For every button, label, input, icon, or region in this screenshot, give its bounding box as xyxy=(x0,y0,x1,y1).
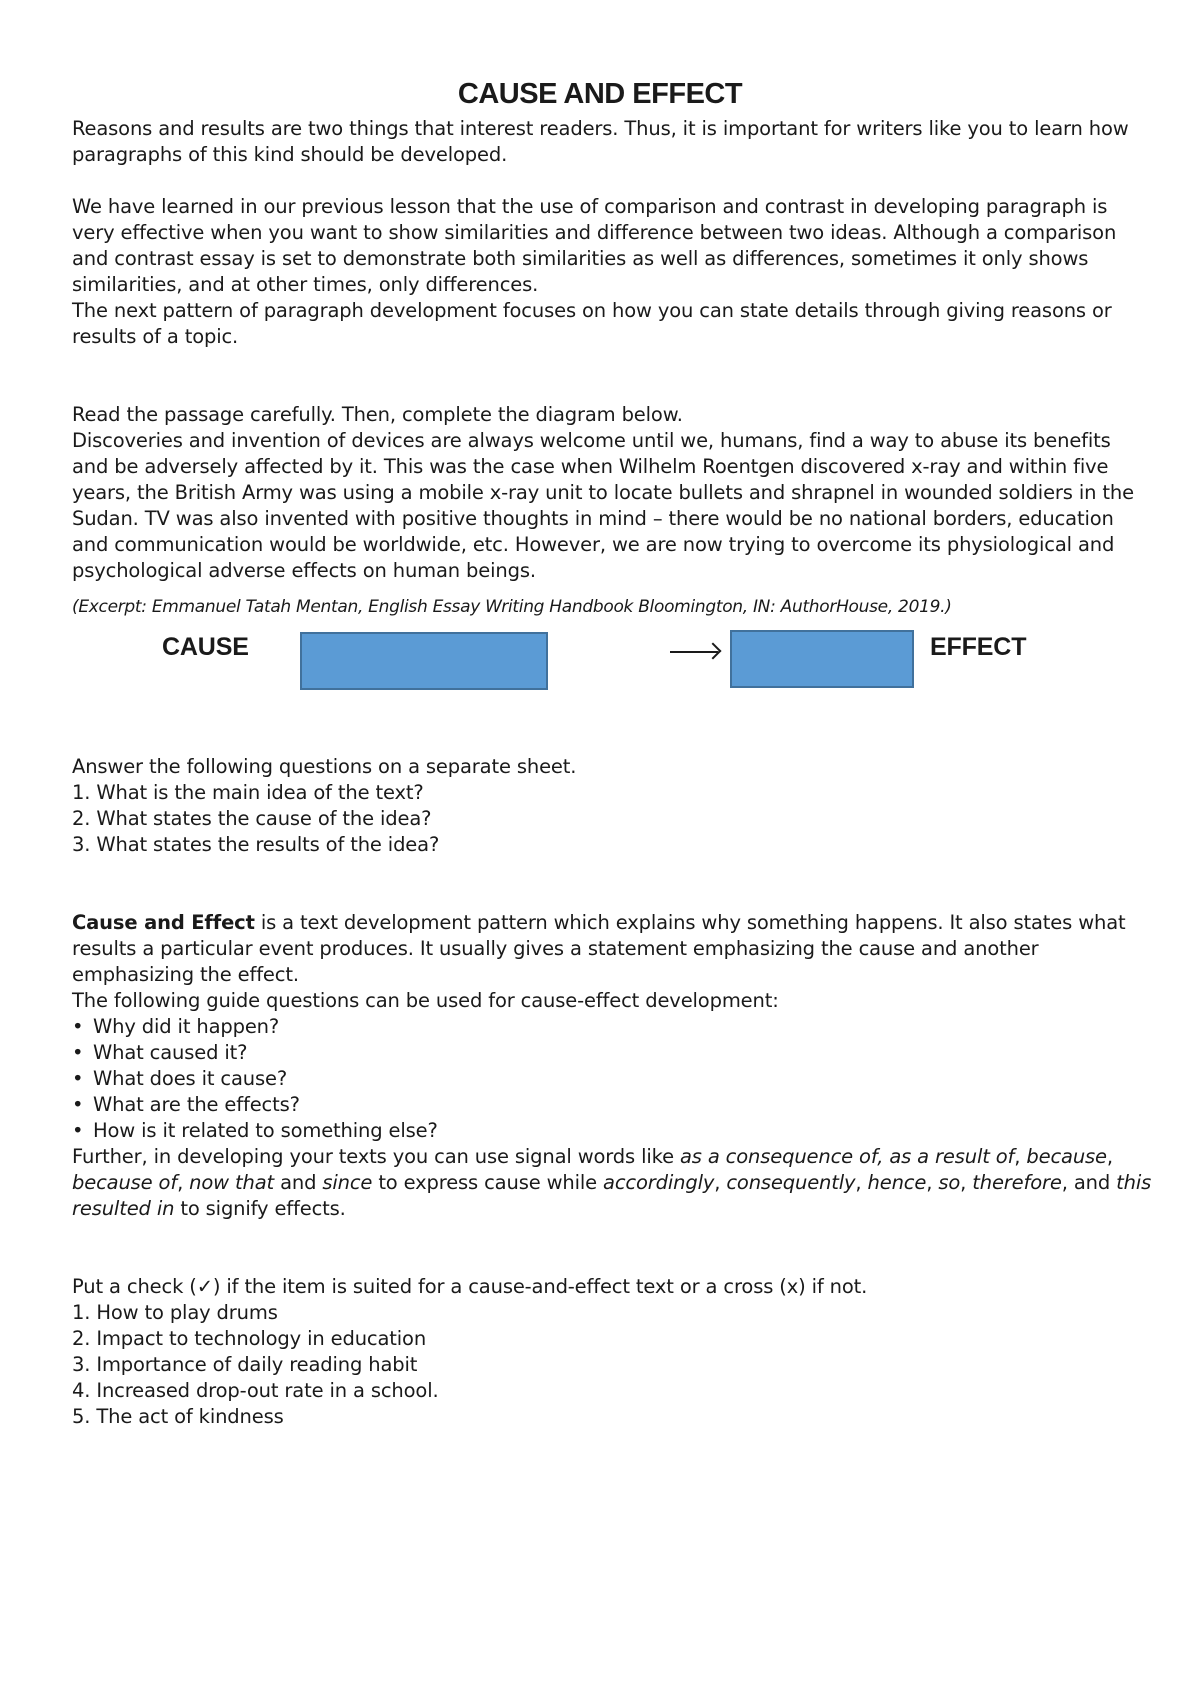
intro-paragraph-1: Reasons and results are two things that interest readers. Thus, it is important for writers like you to learn how paragraphs of this kind should be developed. xyxy=(72,117,1129,166)
intro-paragraph-2: We have learned in our previous lesson that the use of comparison and contrast in developing paragraph is very effective when you want to show similarities and difference between two ideas. Although a comparison and contrast essay is set to demonstrate both similarities as well as differences, sometimes it only shows similarities, and at other times, only differences. xyxy=(72,195,1117,296)
cause-effect-diagram xyxy=(72,618,1152,754)
bullet-icon: • xyxy=(72,1093,84,1116)
question-item: 1. What is the main idea of the text? xyxy=(72,781,424,804)
bullet-icon: • xyxy=(72,1119,84,1142)
list-item: • What are the effects? xyxy=(72,1093,300,1116)
list-item: • What does it cause? xyxy=(72,1067,288,1090)
definition-term: Cause and Effect xyxy=(72,911,255,934)
page-title: CAUSE AND EFFECT xyxy=(457,78,743,110)
question-item: 2. What states the cause of the idea? xyxy=(72,807,432,830)
passage-citation: (Excerpt: Emmanuel Tatah Mentan, English Essay Writing Handbook Bloomington, IN: AuthorHouse, 2019.) xyxy=(72,597,952,617)
reading-instruction: Read the passage carefully. Then, complete the diagram below. xyxy=(72,403,683,426)
checklist-item: 2. Impact to technology in education xyxy=(72,1327,427,1350)
bullet-icon: • xyxy=(72,1067,84,1090)
effect-label: EFFECT xyxy=(930,633,1027,661)
document-body xyxy=(72,116,1152,1430)
questions-instruction: Answer the following questions on a separate sheet. xyxy=(72,755,577,778)
bullet-icon: • xyxy=(72,1041,84,1064)
cause-box[interactable] xyxy=(300,632,548,690)
guide-intro: The following guide questions can be used for cause-effect development: xyxy=(72,989,779,1012)
intro-paragraph-3: The next pattern of paragraph development focuses on how you can state details through giving reasons or results of a topic. xyxy=(72,299,1112,348)
signal-words-paragraph: Further, in developing your texts you can use signal words like as a consequence of, as a result of, because, because of, now that and since to express cause while accordingly, consequently, hence, so, therefore, and this resulted in to signify effects. xyxy=(72,1145,1152,1220)
cause-label: CAUSE xyxy=(162,633,249,661)
definition-paragraph xyxy=(72,910,1152,988)
checklist-item: 5. The act of kindness xyxy=(72,1405,284,1428)
checklist-instruction: Put a check (✓) if the item is suited for a cause-and-effect text or a cross (x) if not. xyxy=(72,1275,868,1298)
list-item: • Why did it happen? xyxy=(72,1015,280,1038)
effect-box[interactable] xyxy=(730,630,914,688)
checklist-item: 1. How to play drums xyxy=(72,1301,278,1324)
arrow-right-icon xyxy=(670,651,718,653)
reading-passage: Discoveries and invention of devices are always welcome until we, humans, find a way to abuse its benefits and be adversely affected by it. This was the case when Wilhelm Roentgen discovered x-ray and within five years, the British Army was using a mobile x-ray unit to locate bullets and shrapnel in wounded soldiers in the Sudan. TV was also invented with positive thoughts in mind – there would be no national borders, education and communication would be worldwide, etc. However, we are now trying to overcome its physiological and psychological adverse effects on human beings. xyxy=(72,429,1134,582)
definition-text: is a text development pattern which explains why something happens. It also states what results a particular event produces. It usually gives a statement emphasizing the cause and another emphasizing the effect. xyxy=(72,911,1126,986)
checklist-item: 3. Importance of daily reading habit xyxy=(72,1353,418,1376)
list-item: • How is it related to something else? xyxy=(72,1119,438,1142)
checklist-item: 4. Increased drop-out rate in a school. xyxy=(72,1379,439,1402)
question-item: 3. What states the results of the idea? xyxy=(72,833,440,856)
bullet-icon: • xyxy=(72,1015,84,1038)
list-item: • What caused it? xyxy=(72,1041,248,1064)
guide-question-list xyxy=(72,1014,1152,1144)
